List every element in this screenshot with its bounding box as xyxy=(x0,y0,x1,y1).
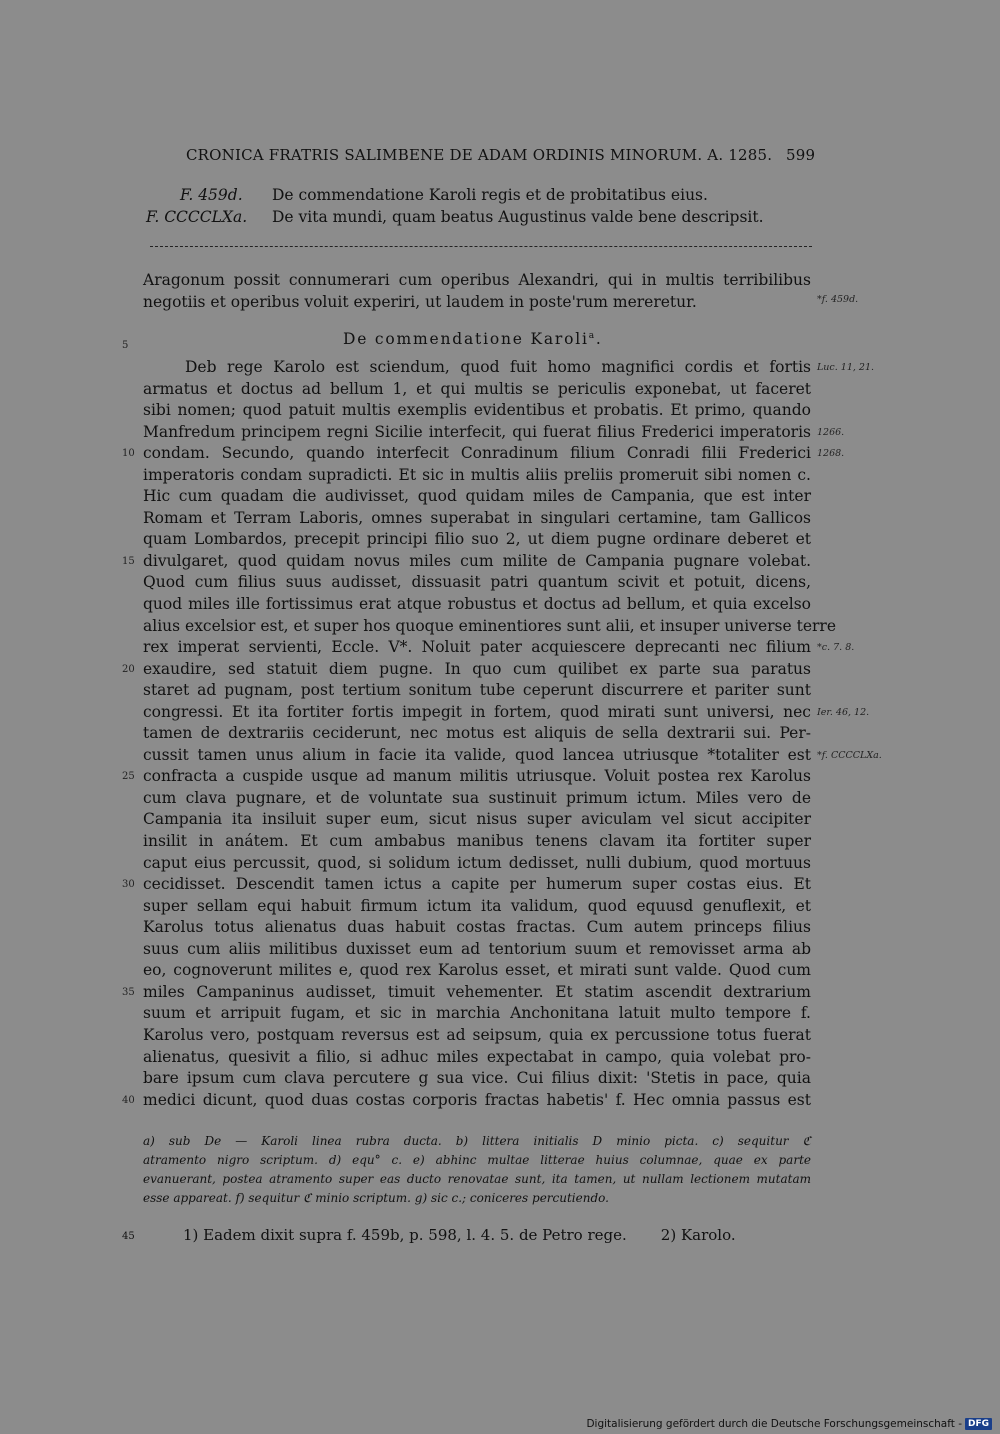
text-line: rex imperat servienti, Eccle. V*. Noluit pater acquiescere deprecanti nec filium xyxy=(143,638,811,657)
text-line: exaudire, sed statuit diem pugne. In quo cum quilibet ex parte sua paratus xyxy=(143,659,811,678)
text-line: Karolus totus alienatus duas habuit costas fractas. Cum autem princeps filius xyxy=(143,918,811,937)
text-line: Romam et Terram Laboris, omnes superabat in singulari certamine, tam Gallicos xyxy=(143,508,811,527)
critical-note-line: evanuerant, postea atramento super eas ducto renovatae sunt, ita tamen, ut nullam lectionem mutatam xyxy=(143,1172,811,1186)
text-line: confracta a cuspide usque ad manum militis utriusque. Voluit postea rex Karolus xyxy=(143,767,811,786)
text-line: caput eius percussit, quod, si solidum ictum dedisset, nulli dubium, quod mortuus xyxy=(143,853,811,872)
margin-note: *c. 7. 8. xyxy=(817,642,855,654)
critical-note-line: a) sub De — Karoli linea rubra ducta. b) littera initialis D minio picta. c) sequitur ℭ xyxy=(143,1134,811,1148)
text-line: quam Lombardos, precepit principi filio suo 2, ut diem pugne ordinare deberet et xyxy=(143,530,811,549)
text-line: cussit tamen unus alium in facie ita valide, quod lancea utriusque *totaliter est xyxy=(143,745,811,764)
margin-note: *f. 459d. xyxy=(817,294,859,305)
footnote-marker: a xyxy=(588,330,596,341)
text-line: Hic cum quadam die audivisset, quod quidam miles de Campania, que est inter xyxy=(143,487,811,506)
text-line: Manfredum principem regni Sicilie interfecit, qui fuerat filius Frederici imperatoris xyxy=(143,422,811,441)
text-line: insilit in anátem. Et cum ambabus manibus tenens clavam ita fortiter super xyxy=(143,832,811,851)
text-line: Karolus vero, postquam reversus est ad seipsum, quia ex percussione totus fuerat xyxy=(143,1025,811,1044)
source-footnote: 2) Karolo. xyxy=(660,1226,736,1244)
toc-title: De commendatione Karoli regis et de probitatibus eius. xyxy=(272,186,708,204)
line-number: 5 xyxy=(122,340,129,351)
funding-credit-text: Digitalisierung gefördert durch die Deutsche Forschungsgemeinschaft - xyxy=(586,1418,962,1430)
section-heading xyxy=(343,330,603,348)
critical-note-line: esse appareat. f) sequitur ℭ minio scriptum. g) sic c.; coniceres percutiendo. xyxy=(143,1191,609,1205)
text-line: Aragonum possit connumerari cum operibus Alexandri, qui in multis terribilibus xyxy=(143,271,811,289)
line-number: 20 xyxy=(122,663,135,675)
text-line: Campania ita insiluit super eum, sicut nisus super aviculam vel sicut accipiter xyxy=(143,810,811,829)
line-number: 25 xyxy=(122,771,135,783)
text-line: cecidisset. Descendit tamen ictus a capite per humerum super costas eius. Et xyxy=(143,875,811,894)
toc-entry xyxy=(146,208,830,230)
section-heading-end: . xyxy=(595,330,603,348)
text-line: negotiis et operibus voluit experiri, ut laudem in poste'rum mereretur. xyxy=(143,292,697,311)
text-line: suum et arripuit fugam, et sic in marchia Anchonitana latuit multo tempore f. xyxy=(143,1004,811,1023)
line-number: 45 xyxy=(122,1231,135,1242)
margin-note: *f. CCCCLXa. xyxy=(817,749,882,761)
margin-note: Ier. 46, 12. xyxy=(817,706,870,718)
text-line: congressi. Et ita fortiter fortis impegit in fortem, quod mirati sunt universi, nec xyxy=(143,702,811,721)
text-line: staret ad pugnam, post tertium sonitum tube ceperunt discurrere et pariter sunt xyxy=(143,681,811,700)
text-line: alienatus, quesivit a filio, si adhuc miles expectabat in campo, quia volebat pro- xyxy=(143,1047,811,1066)
text-line: medici dicunt, quod duas costas corporis fractas habetis' f. Hec omnia passus est xyxy=(143,1090,811,1109)
text-line: Quod cum filius suus audisset, dissuasit patri quantum scivit et potuit, dicens, xyxy=(143,573,811,592)
text-line: tamen de dextrariis ceciderunt, nec motus est aliquis de sella dextrarii sui. Per- xyxy=(143,724,811,743)
margin-note: 1268. xyxy=(817,448,845,460)
critical-note-line: atramento nigro scriptum. d) equ° c. e) abhinc multae litterae huius columnae, quae ex parte xyxy=(143,1153,811,1167)
text-line: alius excelsior est, et super hos quoque eminentiores sunt alii, et insuper universe terre xyxy=(143,616,837,635)
source-footnotes xyxy=(183,1226,736,1244)
running-title: CRONICA FRATRIS SALIMBENE DE ADAM ORDINIS MINORUM. A. 1285. xyxy=(186,146,773,164)
text-line: Deb rege Karolo est sciendum, quod fuit homo magnifici cordis et fortis xyxy=(185,358,811,376)
text-line: miles Campaninus audisset, timuit vehementer. Et statim ascendit dextrarium xyxy=(143,982,811,1001)
continuation-paragraph xyxy=(143,270,811,313)
toc-folio-ref: F. 459d. xyxy=(180,186,243,204)
dfg-logo: DFG xyxy=(965,1418,992,1430)
text-line: quod miles ille fortissimus erat atque robustus et doctus ad bellum, et quia excelso xyxy=(143,595,811,614)
source-footnote: 1) Eadem dixit supra f. 459b, p. 598, l. 4. 5. de Petro rege. xyxy=(183,1226,627,1244)
text-line: divulgaret, quod quidam novus miles cum milite de Campania pugnare volebat. xyxy=(143,551,811,570)
funding-credit xyxy=(586,1418,992,1430)
toc-folio-ref: F. CCCCLXa. xyxy=(146,208,248,226)
margin-note: Luc. 11, 21. xyxy=(817,362,875,373)
text-line: eo, cognoverunt milites e, quod rex Karolus esset, et mirati sunt valde. Quod cum xyxy=(143,961,811,980)
text-line: sibi nomen; quod patuit multis exemplis evidentibus et probatis. Et primo, quando xyxy=(143,401,811,420)
text-line: super sellam equi habuit firmum ictum ita validum, quod equusd genuflexit, et xyxy=(143,896,811,915)
text-line: cum clava pugnare, et de voluntate sua sustinuit primum ictum. Miles vero de xyxy=(143,788,811,807)
toc-title: De vita mundi, quam beatus Augustinus valde bene descripsit. xyxy=(272,208,764,226)
line-number: 30 xyxy=(122,879,135,891)
section-divider xyxy=(150,246,812,247)
text-line: bare ipsum cum clava percutere g sua vice. Cui filius dixit: 'Stetis in pace, quia xyxy=(143,1069,811,1088)
line-number: 35 xyxy=(122,986,135,998)
page-number: 599 xyxy=(786,146,816,164)
line-number: 40 xyxy=(122,1094,135,1106)
text-line: suus cum aliis militibus duxisset eum ad tentorium suum et removisset arma ab xyxy=(143,939,811,958)
margin-note: 1266. xyxy=(817,426,845,438)
text-line: condam. Secundo, quando interfecit Conradinum filium Conradi filii Frederici xyxy=(143,444,811,463)
line-number: 15 xyxy=(122,555,135,567)
chapter-table-of-contents xyxy=(146,186,830,230)
critical-apparatus xyxy=(143,1132,811,1208)
text-line: imperatoris condam supradicti. Et sic in multis aliis preliis promeruit sibi nomen c. xyxy=(143,465,811,484)
toc-entry xyxy=(150,186,830,208)
line-number: 10 xyxy=(122,448,135,460)
text-line: armatus et doctus ad bellum 1, et qui multis se periculis exponebat, ut faceret xyxy=(143,379,811,398)
section-heading-text: De commendatione Karoli xyxy=(343,330,589,348)
